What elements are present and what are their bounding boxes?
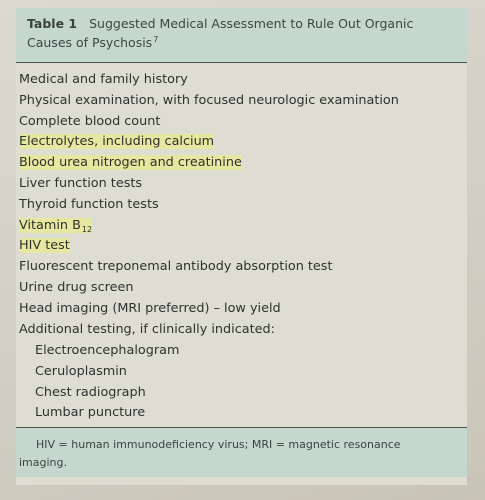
table-title-continued: Causes of Psychosis bbox=[27, 35, 153, 50]
reference-superscript: 7 bbox=[153, 35, 159, 44]
list-item: Fluorescent treponemal antibody absorption test bbox=[19, 259, 333, 274]
table-title: Suggested Medical Assessment to Rule Out Organic bbox=[89, 16, 414, 31]
list-item: Electrolytes, including calcium bbox=[19, 134, 215, 149]
list-item: Head imaging (MRI preferred) – low yield bbox=[19, 301, 281, 316]
table-footnote bbox=[16, 427, 467, 477]
sub-list-item: Electroencephalogram bbox=[35, 343, 180, 358]
footnote-line-2: imaging. bbox=[19, 456, 68, 469]
list-item: Additional testing, if clinically indicated: bbox=[19, 322, 275, 337]
footnote-line-1: HIV = human immunodeficiency virus; MRI = magnetic resonance bbox=[36, 438, 401, 451]
list-item: Complete blood count bbox=[19, 114, 161, 129]
list-item: Blood urea nitrogen and creatinine bbox=[19, 155, 242, 170]
list-item: Physical examination, with focused neurologic examination bbox=[19, 93, 399, 108]
list-item: Thyroid function tests bbox=[19, 197, 159, 212]
caption-line-2 bbox=[27, 35, 158, 53]
table-caption bbox=[16, 8, 467, 63]
list-item: Liver function tests bbox=[19, 176, 143, 191]
table-number: Table 1 bbox=[27, 16, 78, 31]
subscript: 12 bbox=[81, 225, 93, 234]
sub-list-item: Lumbar puncture bbox=[35, 405, 146, 420]
list-item: Vitamin $B_{12}$ bbox=[19, 218, 93, 234]
caption-line-1 bbox=[27, 16, 413, 32]
list-item: Urine drug screen bbox=[19, 280, 134, 295]
sub-list-item: Chest radiograph bbox=[35, 385, 146, 400]
list-item: HIV test bbox=[19, 238, 70, 253]
list-item: Medical and family history bbox=[19, 72, 188, 87]
sub-list-item: Ceruloplasmin bbox=[35, 364, 127, 379]
